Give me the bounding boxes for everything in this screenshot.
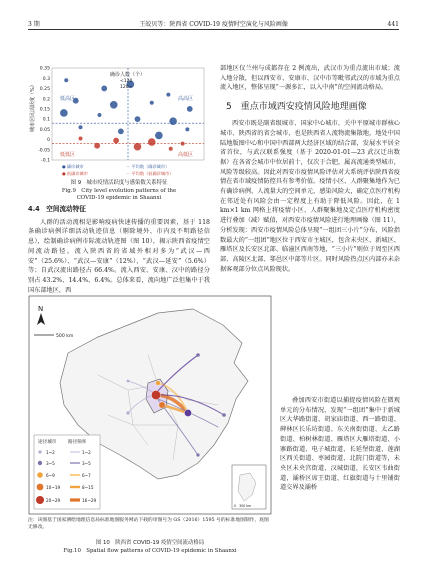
legend-box [34,435,100,509]
legend-count-3: 6~9 [46,473,55,478]
fig9-caption-cn: 图 9 城市疫情活跃度与感染数关系特征 [70,180,168,186]
city-yanan [156,381,161,386]
fig9-point [155,132,163,140]
fig9-point [94,143,100,149]
fig9-point [60,109,68,117]
scale-label: 500 km [56,334,74,339]
right-column [220,64,400,274]
fig10-map [28,295,272,515]
fig9-point [98,113,102,117]
city-wuhan [184,409,191,416]
fig9-ytick-label: 0.2 [42,97,50,103]
page-header [28,16,399,28]
fig9-point [135,116,141,122]
fig9-ytick-label: 0.15 [39,107,50,113]
left-paragraph-1: 人群的活动流相是影响疫病快速传播的重要因素，基于 118 条确诊病例详细活动轨迹信息（剔除境外、市内及不明路径信息），绘制确诊病例市际流动轨迹图（图 10），揭示陕西省疫情空间流动路径。流入陕西省的省域外相对多为“武汉—西安”（25.6%）、“武汉—安康”（12%）、“武汉—延安”（5.6%）等；自武汉流出路径占 66.4%。流入西安、安康、汉中的路径分别占 43.2%、14.4%、6.4%。总体来看，流向地广泛但集中于我国东部地区，西 [28,218,210,294]
inset-scale-label: 0 300 km [234,504,252,508]
fig9-point [169,147,173,151]
legend-count-2: 3~5 [46,461,55,466]
legend-freq-2: 3~5 [82,461,91,466]
fig9-ytick-label: 0.05 [39,127,50,133]
fig9-point [113,138,119,144]
quadrant-label-lh: 低高区 [60,96,76,102]
fig9-point [110,101,118,109]
section-4-4-heading: 4.4 空间流动特征 [28,205,86,213]
inset-map [232,465,266,509]
fig9-point [185,127,189,131]
fig9-point [101,86,107,92]
legend-title-cities: 途径城市 [38,440,57,445]
right-paragraph-top: 部地区仅兰州与成都存在 2 例流出，武汉市为重点流出市域；流入地分散，但以西安市、安康市、汉中市等毗邻武汉的市域为重点流入地区，整体呈现“一源多汇，以入中南”的空间流动格局。 [220,65,400,92]
right-paragraph-1: 西安市既是副省级城市、国家中心城市、关中平原城市群核心城市、陕西省的省会城市，也是陕西省人流物流集散地，地处中国陆地版图中心和中国中西部两大经济区域的结合部，发展水平居全省首位，与武汉联系强度（基于 2020-01-01—23 武汉迁出数据）在各省会城市中位居前十，仅次于合肥，属高流通类型城市，风险等级较高。因此对西安市疫情风险评估对大系统评估陕西省疫情在省市域疫情防控具有参考价值。疫情小区、人群聚集地作为已有确诊病例、人流量大的空间单元，感染风险大，确定点医疗机构在邻近处有风险会由一定程度上有助于降低风险。因此，在 1 km×1 km 网格上将疫情小区、人群聚集地及定点医疗机构密度进行叠加（减）赋值，对西安市疫情风险进行地理画像（图 11），分析发现：西安市疫情风险总体呈现“一组团三小片”分布，风险指数最大的“一组团”地区位于西安市主城区，包含未央区、新城区、雁塔区及长安区北部、临潼区西南等地，“三小片”则位于周至区西部、高陵区北部、鄠邑区中部等片区。同时风险热点区内部亦未杂据客观部分位点风险现状。 [220,120,400,273]
fig9-legend-item-1: <120 [120,79,133,84]
legend-count-4: 10~19 [46,485,61,490]
quadrant-label-ll: 低低区 [60,152,76,158]
fig9-chart [28,60,210,178]
running-title: 王皎贝等：陕西省 COVID-19 疫情时空演化与风险画像 [139,21,288,28]
fig9-legend-item-2: 120~ [120,85,133,90]
fig9-ytick-label: 0 [47,138,50,144]
fig10-note: 注：该图基于国家测绘地理信息局标准地图服务网站下载的审图号为 GS（2016）1595 号的标准地图制作，底图无修改。 [28,518,269,530]
quadrant-label-hl: 高低区 [178,152,194,158]
fig10-caption-en: Fig.10 Spatial flow patterns of COVID-19 epidemic in Shaanxi [63,547,237,554]
fig9-ytick-label: 0.25 [39,87,50,93]
city-lanzhou [127,380,130,383]
fig9-point [79,137,83,141]
section-5-heading: 5 重点市域西安疫情风险地理画像 [226,102,367,113]
fig10-caption-cn: 图 10 陕西省 COVID-19 疫情空间流动格局 [95,540,205,546]
city-shanghai [222,413,226,417]
right-column-lower [280,396,400,493]
fig9-caption-en-2: COVID-19 epidemic in Shaanxi [76,195,162,202]
fig9-bottom-legend-2: － 平均数（确诊城市） [126,164,170,169]
fig9-point [150,101,154,105]
fig9-bottom-legend-1: ● 确诊城市 [62,164,84,169]
legend-freq-4: 8~15 [82,485,94,490]
fig9-caption [28,180,210,203]
fig9-point [148,138,156,146]
fig9-ytick-label: 0.3 [42,76,50,82]
fig9-point [187,106,193,112]
city-xian [151,390,160,399]
legend-freq-1: 1~2 [82,450,91,455]
legend-count-5: 20~29 [46,498,61,503]
fig9-caption-en-1: Fig.9 City level evolution patterns of the [61,187,177,194]
fig9-point [166,93,170,97]
right-paragraph-2: 叠加西安市街道以捕捉疫情风险在微观单元的分布情况，发现“一组团”集中于新城区大华路街道、胡家庙街道、西一路街道、碑林区长乐坊街道、东关南街街道、太乙路街道、柏树林街道、雁塔区大雁塔街道、小寨路街道、电子城街道、长延堡街道、莲湖区西关街道、枣园街道、北院门街道等，未央区未央宫街道、汉城街道，长安区韦曲街道，灞桥区席王街道、红旗街道与十里铺街道交界及灞桥 [280,397,400,492]
legend-freq-5: 16~29 [82,498,97,503]
legend-freq-3: 6~7 [82,473,91,478]
quadrant-label-hh: 高高区 [178,96,194,102]
fig9-bottom-legend-4: － 平均数（低确诊城市） [126,171,174,176]
city-chengdu [126,411,129,414]
north-label: N [38,305,44,313]
fig9-legend-label: 确诊人数（个） [110,72,146,78]
legend-count-1: 1~2 [46,450,55,455]
fig9-point [181,142,185,146]
fig9-point [79,125,83,129]
fig9-point [169,117,177,125]
fig9-point [64,78,68,82]
fig9-point [134,143,142,151]
city-ankang [159,402,165,408]
fig9-ylabel: 城市居民活跃度（%） [30,82,36,132]
fig9-ytick-label: -0.1 [41,158,50,164]
fig9-bottom-legend-3: ● 低确诊城市 [62,171,88,176]
fig9-ytick-label: -0.05 [38,148,50,154]
issue-number: 3 期 [28,21,40,28]
fig9-ytick-label: 0.1 [42,117,50,123]
city-beijing [196,353,200,357]
legend-title-freq: 路径频率 [68,440,87,445]
page-number: 441 [387,21,399,28]
city-guangzhou [196,453,199,456]
fig9-ytick-label: 0.35 [39,66,50,72]
header-rule [28,29,399,30]
left-column [28,205,210,295]
fig9-point [118,128,124,134]
fig10-caption [28,540,272,555]
